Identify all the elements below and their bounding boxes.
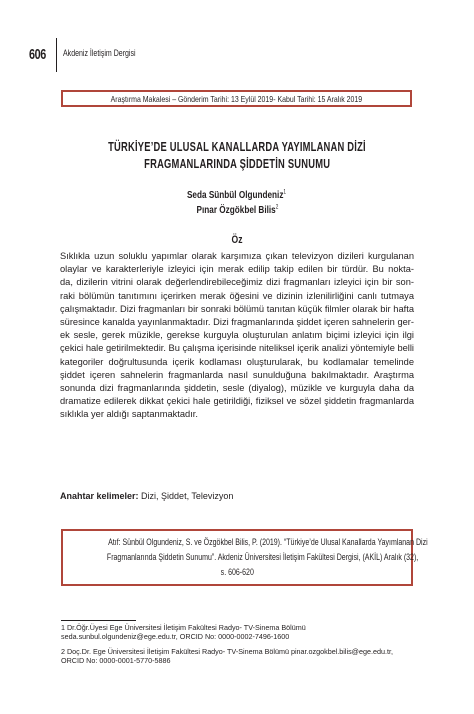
author-footnote-marker: 1	[283, 189, 287, 196]
keywords-value: Dizi, Şiddet, Televizyon	[141, 491, 234, 501]
abstract-line: kategoriler doğrultusunda içerik kodlaması oluşturularak, bu kodlamalar temelinde	[60, 356, 414, 367]
title-line: FRAGMANLARINDA ŞİDDETİN SUNUMU	[143, 156, 331, 171]
header-divider	[56, 38, 57, 72]
author-name: Seda Sünbül Olgundeniz	[187, 189, 284, 201]
abstract-line: da, dizilerin vitrini olarak değerlendirebileceğimiz dizi fragmanları izleyici için bir son-	[60, 277, 414, 288]
abstract-line: çalışmaktadır. Dizi fragmanları bir sonraki bölümü tanıtan küçük filmler olarak bir hafta	[60, 303, 414, 314]
abstract-line: ek sesle, gerek müzikle, gerekse kurguyla oluşturulan anlatım biçimi izleyici için ilgi	[60, 330, 414, 341]
abstract-line: dramatize edilerek dikkat çekici hale getirildiği, fiziksel ve sözel şiddetin fragmanlarda	[60, 396, 414, 407]
abstract-line: Sıklıkla uzun soluklu yapımlar olarak karşımıza çıkan televizyon dizileri kurgulanan	[60, 251, 414, 261]
author-name: Pınar Özgökbel Bilis	[196, 204, 276, 216]
author-1	[0, 189, 474, 201]
page-number: 606	[29, 46, 46, 63]
footnote-line: seda.sunbul.olgundeniz@ege.edu.tr, ORCID No: 0000-0002-7496-1600	[61, 632, 290, 641]
abstract-line: sonunda dizi fragmanlarında şiddetin, sesle (diyalog), müzikle ve kurguyla daha da	[60, 383, 414, 394]
citation-line: s. 606-620	[220, 567, 254, 577]
footnote-2	[61, 647, 421, 665]
citation-line: Fragmanlarında Şiddetin Sunumu”. Akdeniz Üniversitesi İletişim Fakültesi Dergisi, (AKİL) Aralık (32),	[106, 552, 419, 562]
keywords	[60, 491, 233, 501]
citation-box	[61, 529, 428, 586]
author-footnote-marker: 2	[275, 204, 278, 211]
footnotes	[61, 623, 421, 671]
title-line: TÜRKİYE’DE ULUSAL KANALLARDA YAYIMLANAN DİZİ	[108, 139, 366, 154]
abstract-line: sıklıkla yer aldığı saptanmaktadır.	[60, 409, 198, 420]
footnote-rule	[61, 620, 136, 621]
abstract-line: olaylar ve karakterleriyle izleyici için merak edilip takip edilen bir türdür. Bu nokta-	[60, 264, 414, 275]
footnote-line: ORCID No: 0000-0001-5770-5886	[61, 656, 171, 665]
footnote-1	[61, 623, 421, 641]
article-title	[40, 138, 434, 172]
footnote-line: 1 Dr.Öğr.Üyesi Ege Üniversitesi İletişim Fakültesi Radyo- TV-Sinema Bölümü	[61, 623, 306, 632]
journal-name: Akdeniz İletişim Dergisi	[63, 48, 136, 58]
abstract-line: raki bölümün tanıtımını içerirken merak öğesini ve dizinin izlenilirliğini canlı tutmaya	[60, 290, 414, 301]
abstract-heading: Öz	[231, 234, 243, 246]
article-info-text: Araştırma Makalesi – Gönderim Tarihi: 13 Eylül 2019- Kabul Tarihi: 15 Aralık 2019	[110, 94, 363, 104]
article-info-box	[61, 90, 412, 107]
abstract-line: şiddet içeren sahnelerin fragmanlarda nasıl sunulduğuna bakılmaktadır. Araştırma	[60, 369, 414, 380]
abstract-line: süresince kanalda yayınlanmaktadır. Dizi fragmanlarında şiddet içeren sahnelerin ger-	[60, 317, 414, 328]
abstract-line: çekici hale getirilmektedir. Bu çalışma içerisinde niteliksel içerik analizi yöntemiyle belli	[60, 343, 414, 354]
keywords-label: Anahtar kelimeler:	[60, 491, 139, 501]
author-2	[0, 204, 474, 216]
footnote-line: 2 Doç.Dr. Ege Üniversitesi İletişim Fakültesi Radyo- TV-Sinema Bölümü pinar.ozgokbel.bilis@ege.edu.tr,	[61, 647, 393, 656]
abstract-body	[60, 250, 414, 422]
citation-line: Atıf: Sünbül Olgundeniz, S. ve Özgökbel Bilis, P. (2019). “Türkiye’de Ulusal Kanallarda Yayımlanan Dizi	[108, 537, 428, 547]
